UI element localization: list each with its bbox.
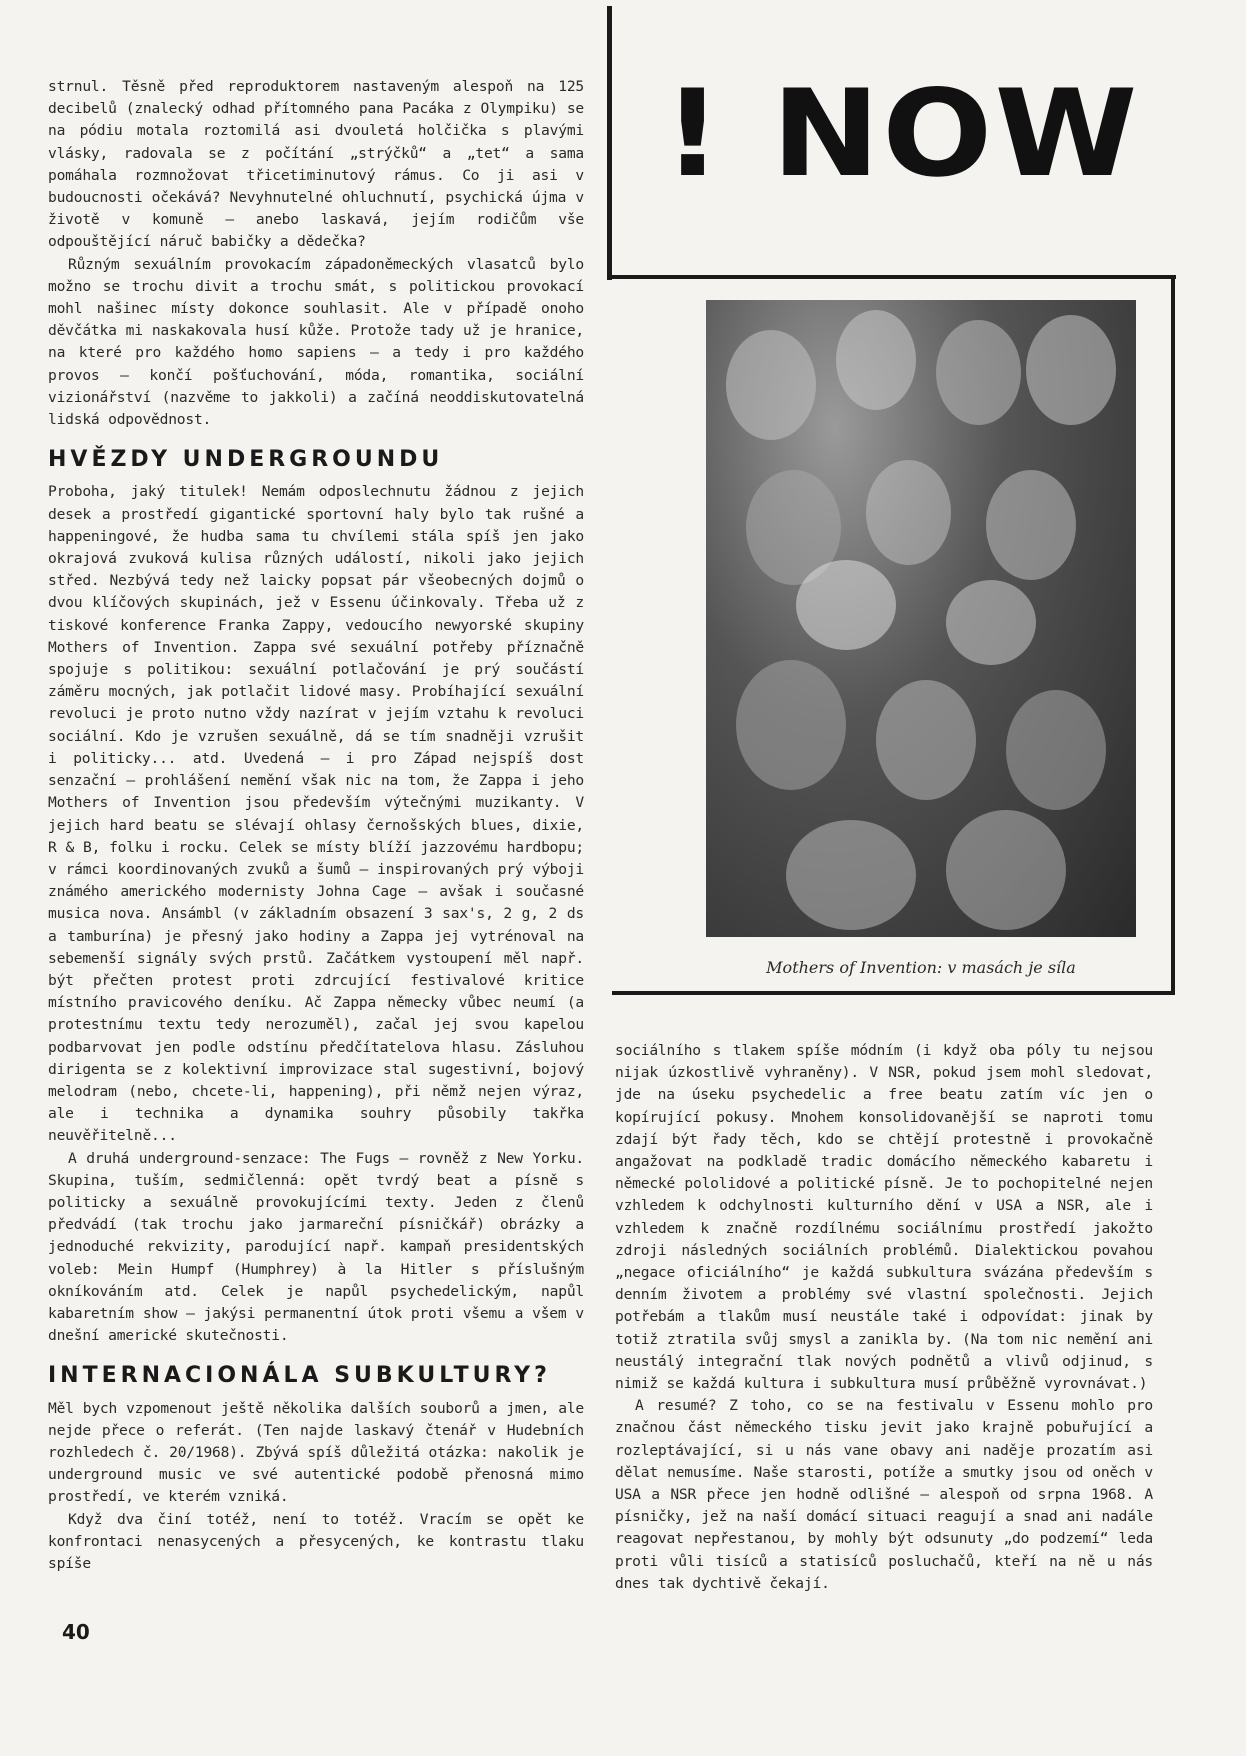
- section-paragraph: Měl bych vzpomenout ještě několika dalších souborů a jmen, ale nejde přece o referát. (Ten najde laskavý čtenář v Hudebních rozhledech č. 20/1968). Zbývá spíš důležitá otázka: nakolik je underground music ve své autentické podobě přenosná mimo prostředí, ve kterém vzniká.: [48, 1399, 584, 1506]
- intro-paragraph: Různým sexuálním provokacím západoněmeckých vlasatců bylo možno se trochu divit a trochu smát, s politickou provokací mohl našinec místy dokonce souhlasit. Ale v případě onoho děvčátka mi naskakovala husí kůže. Protože tady už je hranice, na které pro každého homo sapiens — a tedy i pro každého provos — končí pošťuchování, móda, romantika, sociální vizionářství (nazvěme to jakkoli) a začíná neoddiskutovatelná lidská odpovědnost.: [48, 255, 584, 429]
- section-heading: INTERNACIONÁLA SUBKULTURY?: [48, 1363, 551, 1389]
- intro-paragraph: strnul. Těsně před reproduktorem nastaveným alespoň na 125 decibelů (znalecký odhad přítomného pana Pacáka z Olympiku) se na pódiu motala roztomilá asi dvouletá holčička s plavými vlásky, radovala se z počítání „strýčků“ a „tet“ a sama pomáhala rozmnožovat třicetiminutový rámus. Co ji asi v budoucnosti očekává? Nevyhnutelné ohluchnutí, psychická újma v životě v komuně — anebo laskavá, jejím rodičům vše odpouštějící náruč babičky a dědečka?: [48, 78, 584, 251]
- section-paragraph: A druhá underground-senzace: The Fugs — rovněž z New Yorku. Skupina, tuším, sedmičlenná: opět tvrdý beat a písně s politicky a sexuálně provokujícími texty. Jeden z členů předvádí (tak trochu jako jarmareční písničkář) obrázky a jednoduché rekvizity, parodující např. kampaň presidentských voleb: Mein Humpf (Humphrey) à la Hitler s příslušným okníkováním atd. Celek je napůl psychedelickým, napůl kabaretním show — jakýsi permanentní útok proti všemu a všem v dnešní americké skutečnosti.: [48, 1149, 584, 1345]
- right-paragraph: A resumé? Z toho, co se na festivalu v Essenu mohlo pro značnou část německého tisku jevit jako krajně pobuřující a rozleptávající, si u nás vane obavy ani naděje prozatím asi dělat nemusíme. Naše starosti, potíže a smutky jsou od oněch v USA a NSR přece jen hodně odlišné — alespoň od srpna 1968. A písničky, jež na naší domácí situaci reagují a snad ani nadále reagovat nepřestanou, by mohly být odsunuty „do podzemí“ leda proti vůli tisíců a statisíců posluchačů, kteří na ně u nás dnes tak dychtivě čekají.: [615, 1397, 1153, 1592]
- section-paragraph: Proboha, jaký titulek! Nemám odposlechnutu žádnou z jejich desek a prostředí gigantické sportovní haly bylo tak rušné a happeningové, že hudba sama tu chvílemi stála spíš jen jako okrajová zvuková kulisa různých událostí, nikoli jako jejich střed. Nezbývá tedy než laicky popsat pár všeobecných dojmů o dvou klíčových skupinách, jež v Essenu účinkovaly. Třeba už z tiskové konference Franka Zappy, vedoucího newyorské skupiny Mothers of Invention. Zappa své sexuální potřeby příznačně spojuje s politikou: sexuální potlačování je prý součástí záměru mocných, jak potlačit lidové masy. Probíhající sexuální revoluci je proto nutno vždy nazírat v jejím vztahu k revoluci sociální. Kdo je vzrušen sexuálně, dá se tím snadněji vzrušit i politicky... atd. Uvedená — i pro Západ nejspíš dost senzační — prohlášení nemění však nic na tom, že Zappa i jeho Mothers of Invention jsou především výtečnými muzikanty. V jejich hard beatu se slévají ohlasy černošských blues, dixie, R & B, folku i rocku. Celek se místy blíží jazzovému hardbopu; v rámci koordinovaných zvuků a šumů — inspirovaných prý výboji známého amerického modernisty Johna Cage — avšak i současné musica nova. Ansámbl (v základním obsazení 3 sax's, 2 g, 2 ds a tamburína) je přesný jako hodiny a Zappa jej vytrénoval na sebemenší signály svých prstů. Začátkem vystoupení měl např. být přečten protest proti zdrcující festivalové kritice místního pravicového deníku. Ač Zappa německy vůbec neumí (a protestnímu textu tedy nerozuměl), začal jej svou kapelou podbarvovat jen podle odstínu předčítatelova hlasu. Zásluhou dirigenta se z kolektivní improvizace stal sugestivní, bojový melodram (nebo, chcete-li, happening), při němž nejen výraz, ale i technika a dynamika souhry působily takřka neuvěřitelně...: [48, 483, 584, 1145]
- photo-caption: Mothers of Invention: v masách je síla: [766, 958, 1076, 977]
- band-photo: [706, 300, 1136, 937]
- frame-right-rule: [1171, 275, 1175, 995]
- frame-bottom-rule: [612, 991, 1175, 995]
- section-heading: HVĚZDY UNDERGROUNDU: [48, 447, 444, 473]
- right-column: [615, 1040, 1153, 1595]
- left-column: [48, 76, 584, 1575]
- frame-vertical-rule: [607, 6, 612, 280]
- masthead-title: ! NOW: [663, 65, 1140, 204]
- section-paragraph: Když dva činí totéž, není to totéž. Vracím se opět ke konfrontaci nenasycených a přesycených, ke kontrastu tlaku spíše: [48, 1510, 584, 1572]
- right-paragraph: sociálního s tlakem spíše módním (i když oba póly tu nejsou nijak úzkostlivě vyhraněny). V NSR, pokud jsem mohl sledovat, jde na úseku psychedelic a free beatu zatím víc jen o kopírující pokusy. Mnohem konsolidovanější se naproti tomu zdají být řady těch, kdo se chtějí protestně i provokačně angažovat na podkladě tradic domácího německého kabaretu i německé pololidové a politické písně. Je to pochopitelné nejen vzhledem k odchylnosti kulturního dění v USA a NSR, ale i vzhledem k značně rozdílnému sociálnímu prostředí jakožto zdroji následných sociálních problémů. Dialektickou povahou „negace oficiálního“ je každá subkultura svázána především s denním životem a problémy své vlastní společnosti. Jejich potřebám a tlakům musí neustále také i odpovídat: jinak by totiž ztratila svůj smysl a zanikla by. (Na tom nic nemění ani neustálý integrační tlak nových podnětů a vlivů odjinud, s nimiž se každá kultura i subkultura musí průběžně vyrovnávat.): [615, 1042, 1153, 1393]
- page-number: 40: [62, 1620, 90, 1644]
- frame-horizontal-rule: [612, 275, 1176, 279]
